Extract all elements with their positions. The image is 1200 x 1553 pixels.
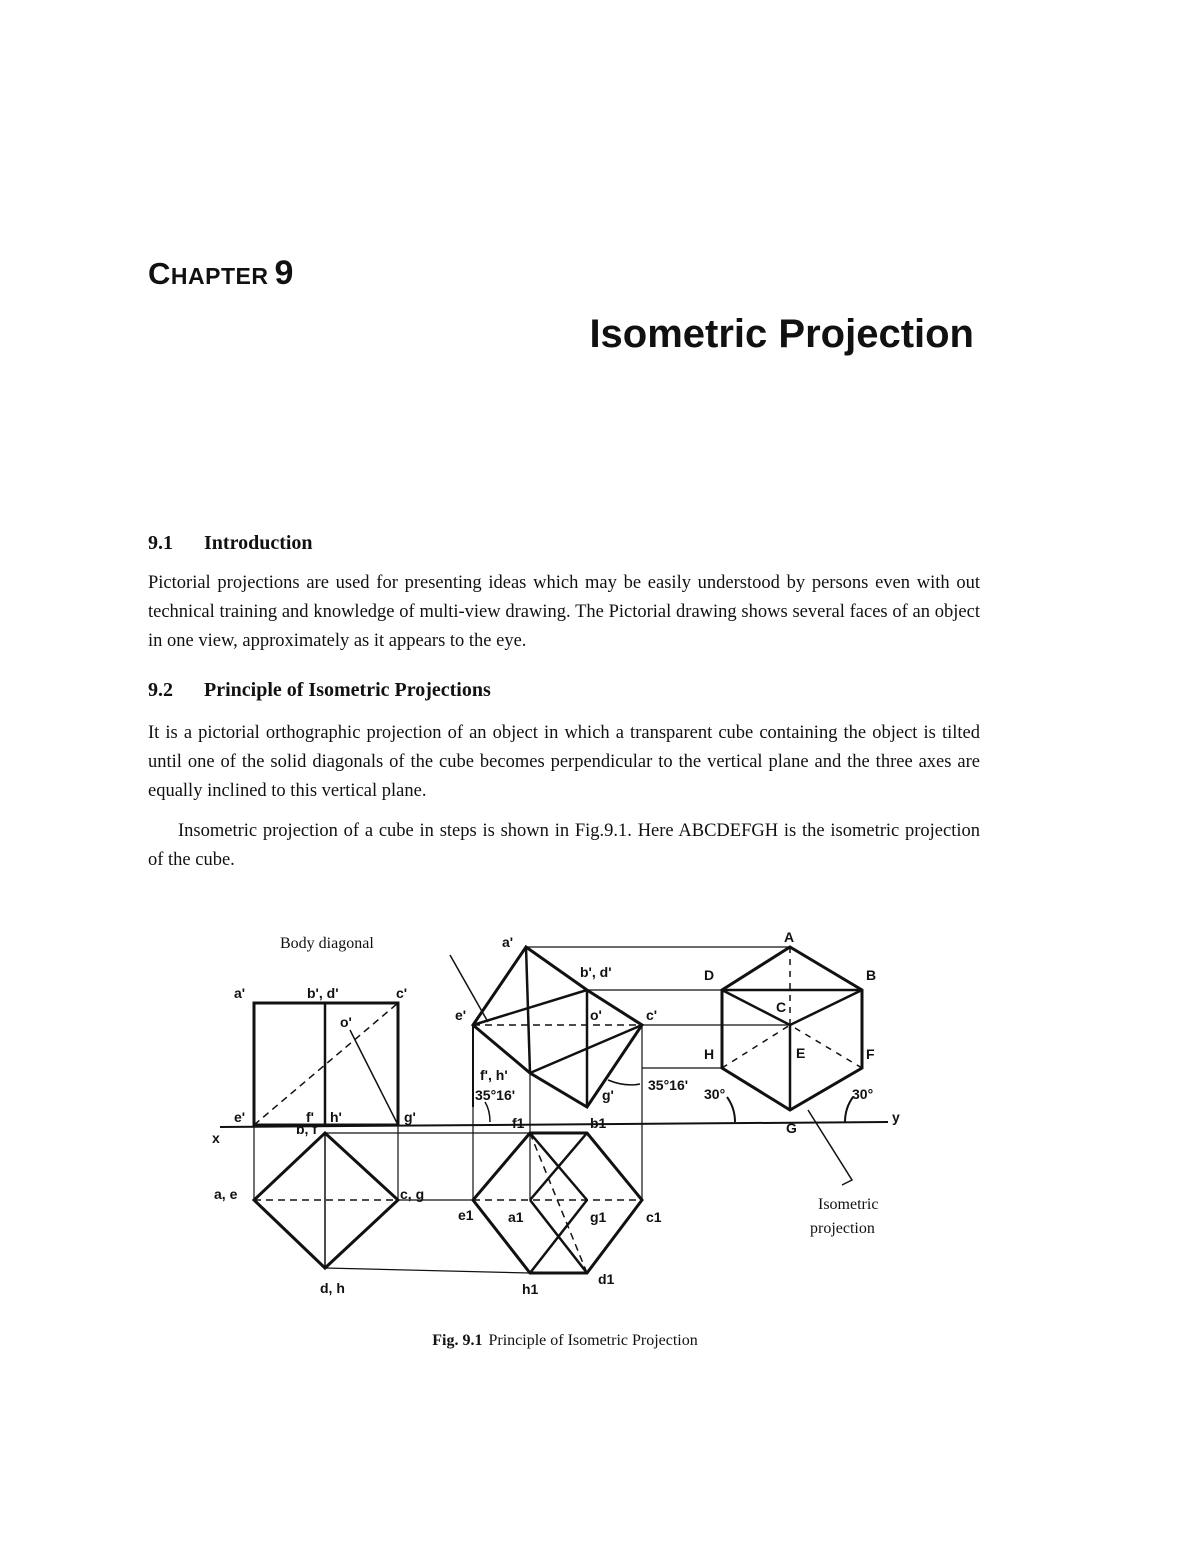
section-title: Introduction: [204, 532, 313, 554]
label-view2-angle: 35°16': [475, 1087, 516, 1103]
iso-hidden-edge: [722, 1025, 790, 1068]
label-plan2-e: e1: [458, 1207, 474, 1223]
chapter-label-initial: C: [148, 256, 171, 291]
label-iso-C: C: [776, 999, 787, 1015]
label-view2-c: c': [646, 1007, 658, 1023]
angle-arc-left: [727, 1097, 735, 1122]
figure-caption: [0, 1332, 1130, 1350]
body-diagonal-annotation: Body diagonal: [280, 935, 374, 952]
label-view2-angle2: 35°16': [648, 1077, 689, 1093]
plan2-octagon: [473, 1133, 642, 1273]
label-iso-E: E: [796, 1045, 806, 1061]
label-plan1-bf: b, f: [296, 1121, 317, 1137]
label-view1-f: f': [306, 1109, 314, 1125]
principle-paragraph-2: Insometric projection of a cube in steps is shown in Fig.9.1. Here ABCDEFGH is the isometric projection of the cube.: [148, 821, 980, 870]
label-axis-y: y: [892, 1109, 900, 1125]
label-view1-o: o': [340, 1014, 352, 1030]
label-plan1-ae: a, e: [214, 1186, 238, 1202]
label-plan2-f: f1: [512, 1115, 525, 1131]
view2-edge: [473, 990, 587, 1025]
view1-diagonal: [350, 1030, 398, 1125]
iso-edge: [790, 990, 862, 1025]
label-plan2-d: d1: [598, 1271, 615, 1287]
chapter-label-rest: HAPTER: [170, 263, 269, 289]
label-view1-g: g': [404, 1109, 416, 1125]
iso-outline: [722, 947, 862, 1110]
label-plan2-a: a1: [508, 1209, 524, 1225]
label-plan1-dh: d, h: [320, 1280, 345, 1296]
label-plan2-c: c1: [646, 1209, 662, 1225]
isometric-annotation-line2: projection: [810, 1220, 875, 1237]
figure-caption-text: Principle of Isometric Projection: [488, 1332, 698, 1349]
projector: [325, 1268, 530, 1273]
label-iso-B: B: [866, 967, 877, 983]
label-view2-g: g': [602, 1087, 614, 1103]
principle-paragraph: It is a pictorial orthographic projection of an object in which a transparent cube containing the object is tilted until one of the solid diagonals of the cube becomes perpendicular to the vertical plane and the three axes are equally inclined to this vertical plane.: [148, 723, 980, 801]
intro-paragraph: Pictorial projections are used for presenting ideas which may be easily understood by persons even with out technical training and knowledge of multi-view drawing. The Pictorial drawing shows several faces of an object in one view, approximately as it appears to the eye.: [148, 573, 980, 651]
label-iso-angle-right: 30°: [852, 1086, 874, 1102]
isometric-annotation-line1: Isometric: [818, 1196, 879, 1213]
label-iso-A: A: [784, 929, 795, 945]
chapter-title: Isometric Projection: [589, 312, 974, 356]
angle-arc-view2b: [608, 1080, 640, 1085]
plan2-hidden-edge: [530, 1133, 587, 1273]
chapter-number: 9: [274, 254, 294, 292]
view2-edge: [526, 947, 530, 1073]
label-plan2-g: g1: [590, 1209, 607, 1225]
label-view2-fh: f', h': [480, 1067, 508, 1083]
figure-caption-number: Fig. 9.1: [432, 1332, 483, 1349]
label-plan1-cg: c, g: [400, 1186, 425, 1202]
plan2-edge: [473, 1133, 530, 1200]
label-iso-G: G: [786, 1120, 797, 1136]
label-view2-e: e': [455, 1007, 467, 1023]
label-view1-bd: b', d': [307, 985, 339, 1001]
section-number: 9.2: [148, 679, 173, 701]
label-view2-o: o': [590, 1007, 602, 1023]
label-view1-a: a': [234, 985, 246, 1001]
label-view2-bd: b', d': [580, 964, 612, 980]
label-view1-c: c': [396, 985, 408, 1001]
section-title: Principle of Isometric Projections: [204, 679, 491, 701]
label-view1-h: h': [330, 1109, 342, 1125]
figure-labels: [212, 929, 900, 1297]
label-iso-F: F: [866, 1046, 875, 1062]
label-view1-e: e': [234, 1109, 246, 1125]
label-axis-x: x: [212, 1130, 220, 1146]
section-number: 9.1: [148, 532, 173, 554]
label-iso-angle-left: 30°: [704, 1086, 726, 1102]
label-view2-a: a': [502, 934, 514, 950]
label-iso-D: D: [704, 967, 715, 983]
angle-arc-view2: [485, 1102, 490, 1122]
label-plan2-b: b1: [590, 1115, 607, 1131]
plan2-edge: [587, 1133, 642, 1200]
label-iso-H: H: [704, 1046, 715, 1062]
label-plan2-h: h1: [522, 1281, 539, 1297]
